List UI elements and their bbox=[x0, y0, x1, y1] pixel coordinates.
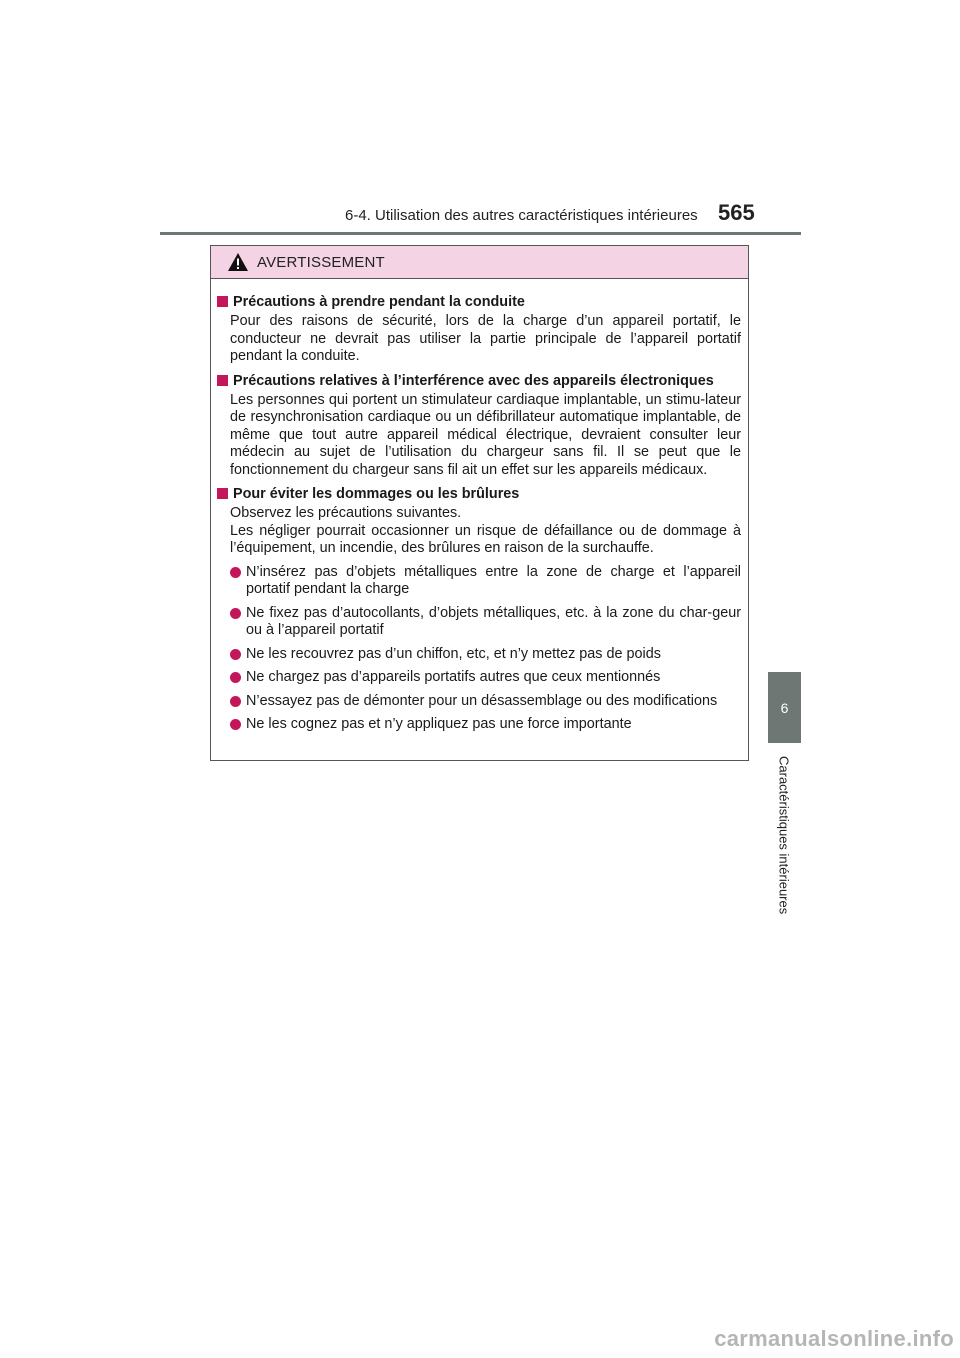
circle-bullet-icon bbox=[230, 608, 241, 619]
list-item bbox=[217, 564, 741, 599]
list-item-text: N’essayez pas de démonter pour un désassemblage ou des modifications bbox=[246, 692, 718, 709]
warning-body bbox=[211, 279, 748, 734]
list-item-text: Ne fixez pas d’autocollants, d’objets métalliques, etc. à la zone du char-geur ou à l’appareil portatif bbox=[246, 604, 741, 638]
section-heading-text: Précautions à prendre pendant la conduite bbox=[233, 294, 525, 310]
chapter-tab-number: 6 bbox=[780, 699, 789, 716]
chapter-title: 6-4. Utilisation des autres caractéristiques intérieures bbox=[345, 207, 698, 224]
circle-bullet-icon bbox=[230, 567, 241, 578]
list-item-text: Ne chargez pas d’appareils portatifs autres que ceux mentionnés bbox=[246, 669, 661, 685]
section-paragraph: Observez les précautions suivantes. bbox=[230, 505, 462, 521]
chapter-tab[interactable] bbox=[768, 672, 801, 743]
section-heading bbox=[217, 485, 741, 503]
list-item bbox=[217, 605, 741, 640]
list-item-text: Ne les recouvrez pas d’un chiffon, etc, et n’y mettez pas de poids bbox=[246, 645, 661, 662]
list-item-text: Ne les cognez pas et n’y appliquez pas une force importante bbox=[246, 716, 632, 732]
chapter-side-label-text: Caractéristiques intérieures bbox=[776, 755, 792, 915]
list-item bbox=[217, 646, 741, 664]
circle-bullet-icon bbox=[230, 719, 241, 730]
warning-title: AVERTISSEMENT bbox=[257, 253, 385, 271]
list-item bbox=[217, 669, 741, 687]
page-number: 565 bbox=[718, 200, 755, 225]
watermark[interactable]: carmanualsonline.info bbox=[714, 1326, 954, 1351]
list-item bbox=[217, 716, 741, 734]
section-paragraph: Les personnes qui portent un stimulateur cardiaque implantable, un stimu-lateur de resynchronisation cardiaque ou un défibrillateur automatique implantable, de même que tout autre appareil médical électrique, devraient consulter leur médecin au sujet de l’utilisation du chargeur sans fil. Il se peut que le fonctionnement du chargeur sans fil ait un effet sur les appareils médicaux. bbox=[230, 391, 741, 478]
list-item bbox=[217, 693, 741, 711]
section-heading bbox=[217, 293, 741, 311]
section-paragraph: Pour des raisons de sécurité, lors de la charge d’un appareil portatif, le conducteur ne devrait pas utiliser la partie principale de l’appareil portatif pendant la conduite. bbox=[230, 313, 741, 364]
circle-bullet-icon bbox=[230, 649, 241, 660]
warning-triangle-icon bbox=[227, 252, 249, 272]
section-paragraph: Les négliger pourrait occasionner un risque de défaillance ou de dommage à l’équipement, un incendie, des brûlures en raison de la surchauffe. bbox=[230, 522, 741, 556]
section-heading bbox=[217, 372, 741, 390]
chapter-side-label bbox=[754, 745, 814, 925]
header-rule bbox=[160, 232, 801, 235]
circle-bullet-icon bbox=[230, 696, 241, 707]
square-bullet-icon bbox=[217, 375, 228, 386]
section-heading-text: Précautions relatives à l’interférence avec des appareils électroniques bbox=[233, 372, 714, 389]
square-bullet-icon bbox=[217, 488, 228, 499]
square-bullet-icon bbox=[217, 296, 228, 307]
list-item-text: N’insérez pas d’objets métalliques entre la zone de charge et l’appareil portatif pendant la charge bbox=[246, 563, 741, 597]
section-heading-text: Pour éviter les dommages ou les brûlures bbox=[233, 486, 520, 502]
warning-header bbox=[211, 246, 748, 279]
circle-bullet-icon bbox=[230, 672, 241, 683]
warning-box bbox=[210, 245, 749, 761]
